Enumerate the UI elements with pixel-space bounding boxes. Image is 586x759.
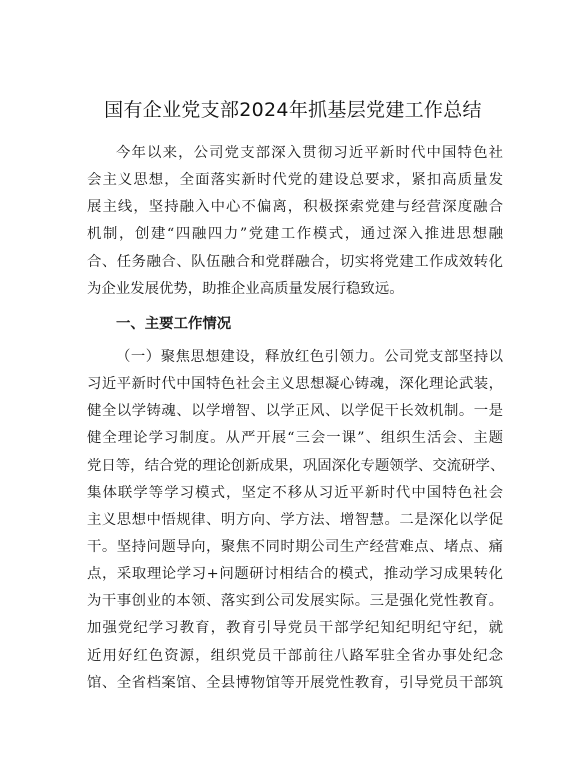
document-body xyxy=(87,140,503,697)
document-title: 国有企业党支部2024年抓基层党建工作总结 xyxy=(104,99,482,121)
paragraph-2-line-11: 加强党纪学习教育，教育引导党员干部学纪知纪明纪守纪，就 xyxy=(87,620,503,637)
paragraph-2-line-2: 习近平新时代中国特色社会主义思想凝心铸魂，深化理论武装， xyxy=(87,376,503,393)
paragraph-1-line-2: 会主义思想，全面落实新时代党的建设总要求，紧扣高质量发 xyxy=(87,172,503,189)
paragraph-2-line-6: 集体联学等学习模式，坚定不移从习近平新时代中国特色社会 xyxy=(87,484,503,501)
paragraph-2-line-3: 健全以学铸魂、以学增智、以学正风、以学促干长效机制。一是 xyxy=(87,403,503,420)
paragraph-2-line-9: 点，采取理论学习+问题研讨相结合的模式，推动学习成果转化 xyxy=(87,566,503,583)
paragraph-2-line-10: 为干事创业的本领、落实到公司发展实际。三是强化党性教育。 xyxy=(87,593,503,610)
paragraph-1-line-6: 为企业发展优势，助推企业高质量发展行稳致远。 xyxy=(87,280,404,297)
section-heading: 一、主要工作情况 xyxy=(116,314,232,332)
paragraph-2-line-13: 馆、全省档案馆、全县博物馆等开展党性教育，引导党员干部筑 xyxy=(87,674,503,691)
paragraph-1-line-1: 今年以来，公司党支部深入贯彻习近平新时代中国特色社 xyxy=(116,145,503,161)
paragraph-2-line-1: （一）聚焦思想建设，释放红色引领力。公司党支部坚持以 xyxy=(116,348,503,365)
paragraph-1-line-5: 合、任务融合、队伍融合和党群融合，切实将党建工作成效转化 xyxy=(87,253,503,270)
paragraph-1-line-3: 展主线，坚持融入中心不偏离，积极探索党建与经营深度融合 xyxy=(87,199,503,216)
paragraph-2-line-8: 干。坚持问题导向，聚焦不同时期公司生产经营难点、堵点、痛 xyxy=(87,538,503,555)
paragraph-2-line-4: 健全理论学习制度。从严开展“三会一课”、组织生活会、主题 xyxy=(87,430,503,447)
paragraph-2-line-7: 主义思想中悟规律、明方向、学方法、增智慧。二是深化以学促 xyxy=(87,511,503,528)
paragraph-2-line-12: 近用好红色资源，组织党员干部前往八路军驻全省办事处纪念 xyxy=(87,647,503,664)
paragraph-2-line-5: 党日等，结合党的理论创新成果，巩固深化专题领学、交流研学、 xyxy=(87,457,505,474)
paragraph-1-line-4: 机制，创建“四融四力”党建工作模式，通过深入推进思想融 xyxy=(87,226,503,243)
